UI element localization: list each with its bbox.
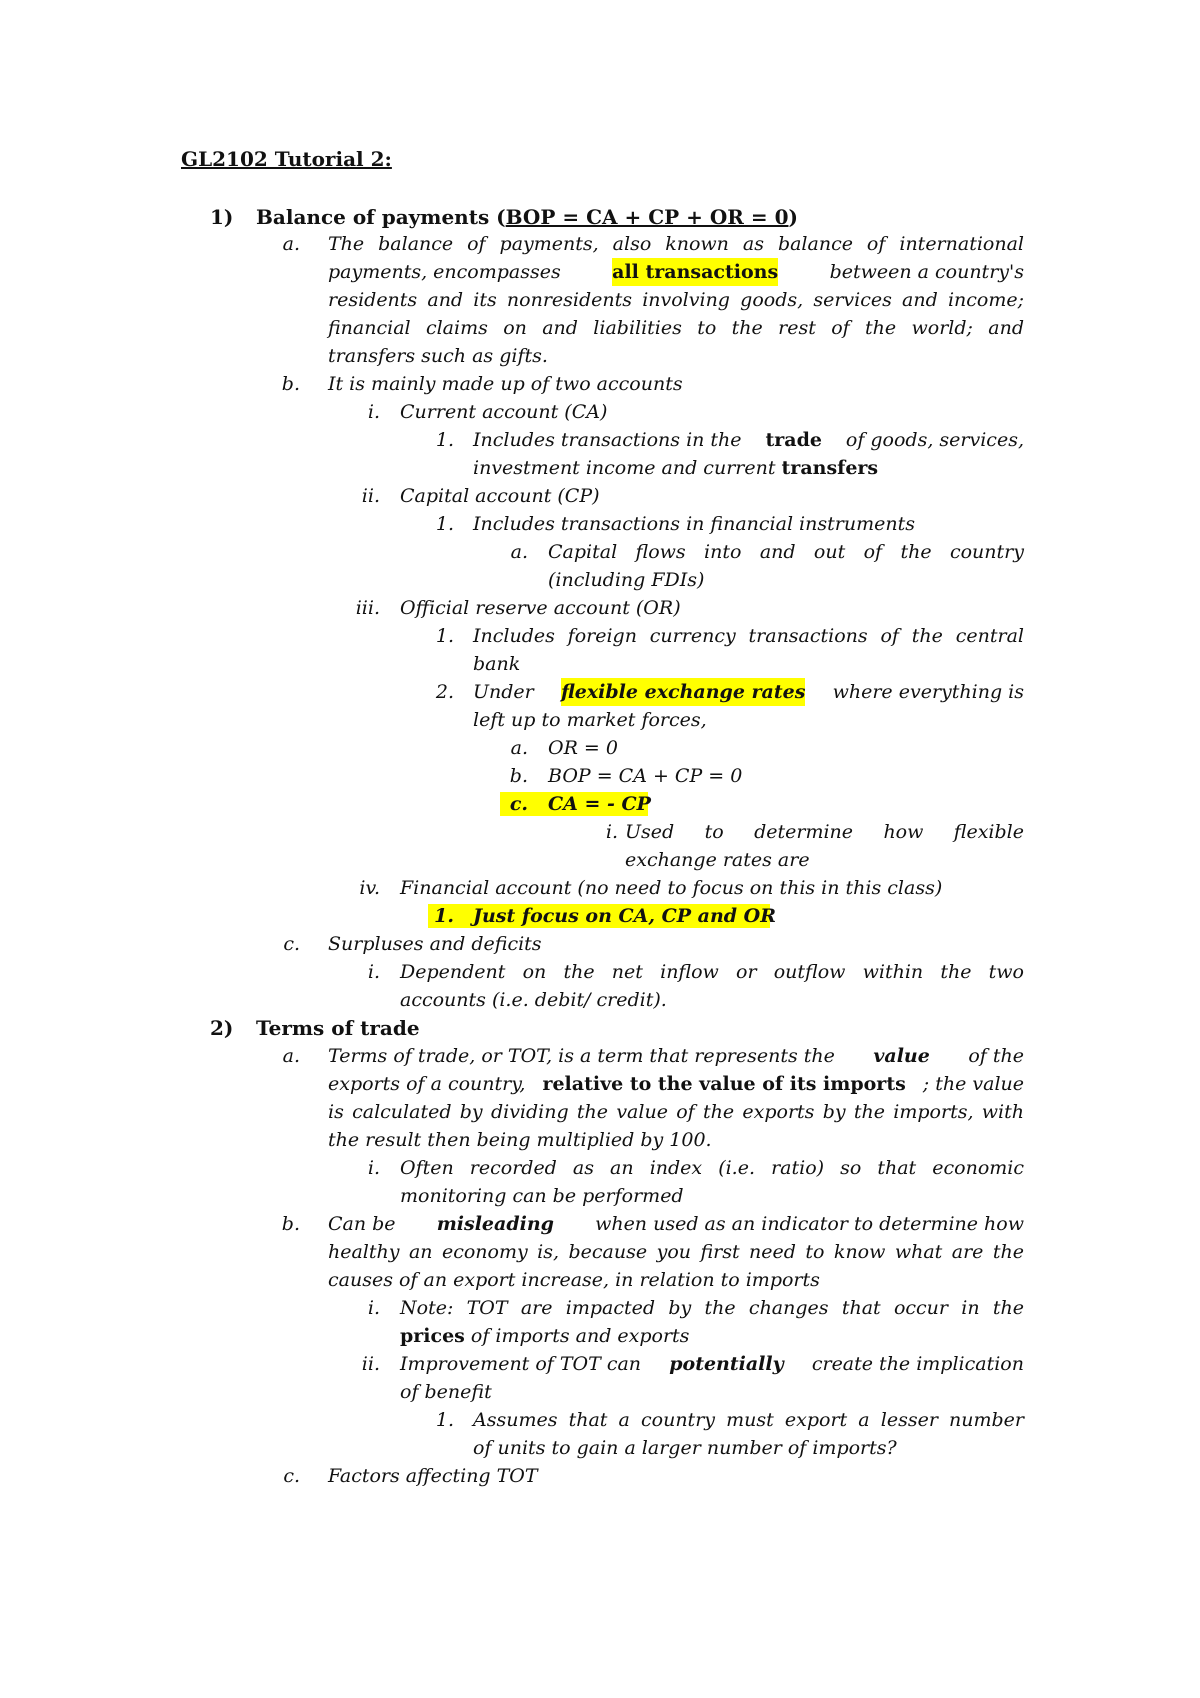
- list-item: exports of a country, relative to the value of its imports ; the value: [328, 1073, 1024, 1095]
- list-item: causes of an export increase, in relation to imports: [328, 1269, 820, 1291]
- section-1-heading: 1) Balance of payments (BOP = CA + CP + OR = 0): [210, 205, 798, 229]
- list-item: bank: [473, 653, 521, 675]
- list-item: 1. Assumes that a country must export a lesser number: [435, 1409, 1024, 1431]
- list-item: i. Often recorded as an index (i.e. ratio) so that economic: [367, 1157, 1024, 1179]
- list-item: a. Terms of trade, or TOT, is a term that represents the value of the: [282, 1045, 1024, 1067]
- list-item: 1. Includes foreign currency transactions of the central: [435, 625, 1024, 647]
- list-item: of benefit: [400, 1381, 492, 1403]
- list-item: iii. Official reserve account (OR): [355, 597, 681, 619]
- list-item: of units to gain a larger number of imports?: [473, 1437, 897, 1459]
- list-item: c. Surpluses and deficits: [283, 933, 542, 955]
- list-item: left up to market forces,: [473, 709, 707, 731]
- list-item: ii. Improvement of TOT can potentially create the implication: [361, 1353, 1024, 1375]
- list-item: prices of imports and exports: [400, 1325, 690, 1347]
- list-item: i. Dependent on the net inflow or outflow within the two: [367, 961, 1024, 983]
- list-item: 1. Includes transactions in financial instruments: [435, 513, 915, 535]
- list-item: investment income and current transfers: [473, 457, 879, 479]
- section-2-heading: 2) Terms of trade: [210, 1016, 420, 1040]
- list-item: financial claims on and liabilities to the rest of the world; and: [328, 317, 1024, 339]
- list-item: 1. Includes transactions in the trade of goods, services,: [435, 429, 1024, 451]
- list-item: ii. Capital account (CP): [361, 485, 600, 507]
- list-item: healthy an economy is, because you first need to know what are the: [328, 1241, 1024, 1263]
- list-item: 2. Under flexible exchange rates where everything is: [0, 678, 1200, 706]
- list-item: monitoring can be performed: [400, 1185, 684, 1207]
- list-item: b. It is mainly made up of two accounts: [281, 373, 683, 395]
- list-item: a. OR = 0: [510, 737, 618, 759]
- list-item: a. Capital flows into and out of the country: [510, 541, 1024, 563]
- list-item: c. Factors affecting TOT: [283, 1465, 538, 1487]
- highlighted-item: c. CA = - CP: [0, 790, 1200, 818]
- list-item: accounts (i.e. debit/ credit).: [400, 989, 667, 1011]
- list-item: payments, encompasses all transactions between a country's: [0, 258, 1200, 286]
- list-item: transfers such as gifts.: [328, 345, 548, 367]
- page-title: GL2102 Tutorial 2:: [181, 147, 392, 171]
- list-item: i. Used to determine how flexible: [605, 821, 1024, 843]
- highlighted-item: 1. Just focus on CA, CP and OR: [0, 902, 1200, 930]
- list-item: a. The balance of payments, also known as balance of international: [282, 233, 1024, 255]
- list-item: exchange rates are: [625, 849, 810, 871]
- list-item: b. Can be misleading when used as an indicator to determine how: [281, 1213, 1024, 1235]
- list-item: residents and its nonresidents involving goods, services and income;: [328, 289, 1024, 311]
- list-item: iv. Financial account (no need to focus on this in this class): [359, 877, 943, 899]
- list-item: the result then being multiplied by 100.: [328, 1129, 712, 1151]
- list-item: (including FDIs): [548, 569, 705, 591]
- list-item: is calculated by dividing the value of the exports by the imports, with: [328, 1101, 1024, 1123]
- list-item: i. Current account (CA): [367, 401, 608, 423]
- list-item: b. BOP = CA + CP = 0: [509, 765, 743, 787]
- list-item: i. Note: TOT are impacted by the changes that occur in the: [367, 1297, 1024, 1319]
